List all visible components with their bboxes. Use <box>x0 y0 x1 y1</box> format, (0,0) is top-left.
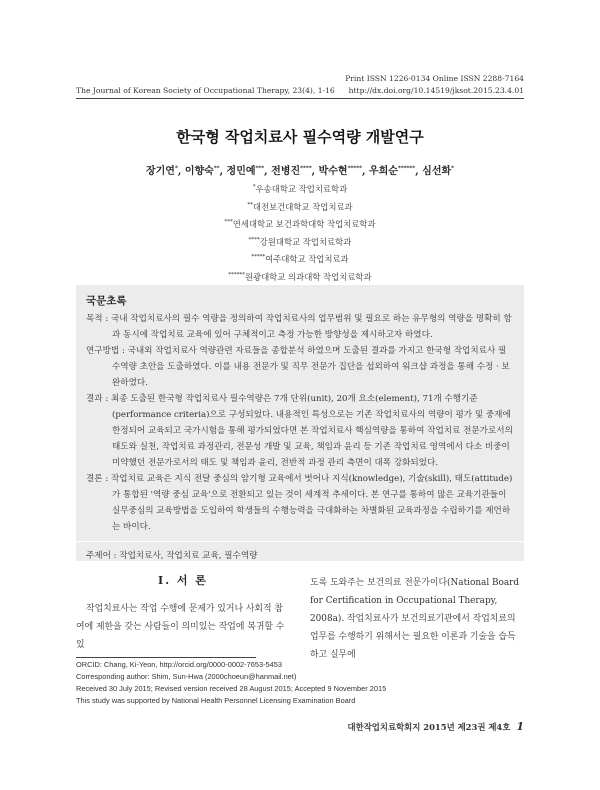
affiliation: ******원광대학교 의과대학 작업치료학과 <box>228 271 372 282</box>
issn-doi-block <box>345 73 524 97</box>
body-column-left <box>76 572 290 654</box>
section-heading-intro: Ⅰ. 서 론 <box>158 574 208 587</box>
intro-paragraph-right: 도록 도와주는 보건의료 전문가이다(National Board for Certification in Occupational Therapy, 2008a). 작업치료사가 보건의료기관에서 작업치료의 업무를 수행하기 위해서는 필요한 이론과 기술을 습득하고 실무에 <box>310 578 520 660</box>
footnote-corresponding: Corresponding author: Shim, Sun-Hwa (2000choeun@hanmail.net) <box>76 672 297 681</box>
abstract-heading: 국문초록 <box>86 295 127 307</box>
affiliation: ****강원대학교 작업치료학과 <box>248 236 352 247</box>
doi-link[interactable]: http://dx.doi.org/10.14519/jksot.2015.23.4.01 <box>348 86 524 95</box>
page-number: 1 <box>516 720 524 733</box>
abstract-method: 연구방법 : 국내외 작업치료사 역량관련 자료들을 종합분석 하였으며 도출된 결과를 가지고 한국형 작업치료사 필수역량 초안을 도출하였다. 이를 내용 전문가 및 직무 전문가 집단을 섭외하여 워크샵 과정을 통해 수정 · 보완하였다. <box>86 346 510 388</box>
header-rule <box>76 98 524 99</box>
footnote-orcid[interactable]: ORCID: Chang, Ki-Yeon, http://orcid.org/0000-0002-7653-5453 <box>76 660 282 669</box>
affiliation: ***연세대학교 보건과학대학 작업치료학과 <box>224 218 376 229</box>
author: 박수현***** <box>318 165 362 177</box>
author-list: 장기연*, 이향숙**, 정민예***, 전병진****, 박수현*****, 우희순******, 심선화* <box>145 165 455 177</box>
footnote-received: Received 30 July 2015; Revised version received 28 August 2015; Accepted 9 November 2015 <box>76 684 387 693</box>
paper-title: 한국형 작업치료사 필수역량 개발연구 <box>176 128 424 146</box>
intro-paragraph-left: 작업치료사는 작업 수행에 문제가 있거나 사회적 참여에 제한을 갖는 사람들이 의미있는 작업에 복귀할 수 있 <box>76 604 285 650</box>
affiliation-list <box>0 180 600 286</box>
affiliation: *우송대학교 작업치료학과 <box>252 183 348 194</box>
author: 장기연* <box>145 165 178 177</box>
footnote-rule <box>76 657 256 658</box>
footer-journal: 대한작업치료학회지 2015년 제23권 제4호 <box>347 722 511 732</box>
author: 정민예*** <box>226 165 265 177</box>
affiliation: **대전보건대학교 작업치료과 <box>247 201 353 212</box>
abstract-purpose: 목적 : 국내 작업치료사의 필수 역량을 정의하여 작업치료사의 업무범위 및 필요로 하는 유무형의 역량을 명확히 함과 동시에 작업치료 교육에 있어 구체적이고 측정 가능한 방향성을 제시하고자 하였다. <box>86 314 512 340</box>
abstract-conclusion: 결론 : 작업치료 교육은 지식 전달 중심의 암기형 교육에서 벗어나 지식(knowledge), 기술(skill), 태도(attitude)가 통합된 '역량 중심 교육'으로 전환되고 있는 것이 세계적 추세이다. 본 연구를 통하여 많은 교육기관들이 실무중심의 교육방법을 도입하여 학생들의 수행능력을 극대화하는 차별화된 교육과정을 수립하기를 제언하는 바이다. <box>86 474 513 532</box>
footnotes <box>76 659 386 707</box>
author: 우희순****** <box>368 165 416 177</box>
footnote-funding: This study was supported by National Health Personnel Licensing Examination Board <box>76 696 356 705</box>
keywords: 주제어 : 작업치료사, 작업치료 교육, 필수역량 <box>86 551 258 561</box>
body-column-right <box>310 574 524 664</box>
author: 이향숙** <box>184 165 220 177</box>
affiliation: *****여주대학교 작업치료과 <box>251 254 349 265</box>
author: 전병진**** <box>271 165 312 177</box>
abstract-result: 결과 : 최종 도출된 한국형 작업치료사 필수역량은 7개 단위(unit), 20개 요소(element), 71개 수행기준(performance criteria)으로 구성되었다. 내용적인 특성으로는 기존 작업치료사의 역량이 평가 및 중재에 한정되어 교육되고 국가시험을 통해 평가되었다면 본 작업치료사 핵심역량을 통하여 작업치료 전문가로서의 태도와 실천, 작업치료 과정관리, 전문성 개발 및 교육, 책임과 윤리 등 기존 작업치료 영역에서 다소 비중이 미약했던 전문가로서의 태도 및 책임과 윤리, 전반적 과정 관리 측면이 대폭 강화되었다. <box>86 394 513 468</box>
journal-citation: The Journal of Korean Society of Occupational Therapy, 23(4), 1-16 <box>76 86 335 95</box>
author: 심선화* <box>422 165 455 177</box>
abstract-box <box>76 285 524 561</box>
issn-text: Print ISSN 1226-0134 Online ISSN 2288-7164 <box>345 74 524 83</box>
page-footer <box>348 720 524 733</box>
abstract-divider <box>76 541 524 542</box>
